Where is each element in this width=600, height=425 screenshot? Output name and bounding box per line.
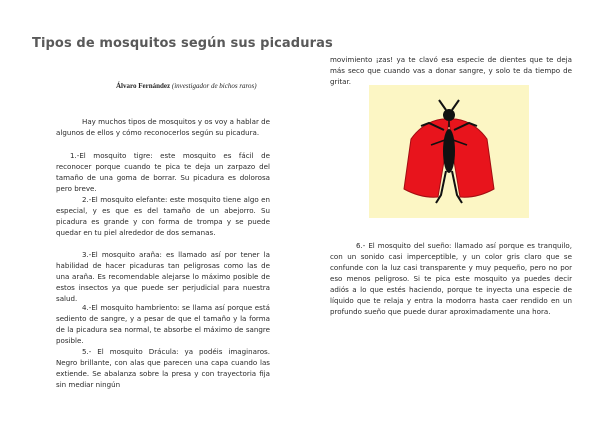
byline bbox=[116, 82, 276, 90]
paragraph-mosquito-dracula: 5.- El mosquito Drácula: ya podéis imaginaros. Negro brillante, con alas que parecen una capa cuando las extiende. Se abalanza sobre la presa y con trayectoria fija sin mediar ningún bbox=[56, 347, 270, 389]
paragraph-mosquito-elefante: 2.-El mosquito elefante: este mosquito tiene algo en especial, y es que es del tamaño de un abejorro. Su picadura es grande y con forma de trompa y se puede quedar en tu piel alrededor de dos semanas. bbox=[56, 195, 270, 237]
paragraph-mosquito-arana: 3.-El mosquito araña: es llamado así por tener la habilidad de hacer picaduras tan peligrosas como las de una araña. Es recomendable alejarse lo máximo posible de estos insectos ya que puede ser perjudicial para nuestra salud. bbox=[56, 250, 270, 303]
paragraph-mosquito-sueno: 6.- El mosquito del sueño: llamado así porque es tranquilo, con un sonido casi imperceptible, y un color gris claro que se confunde con la luz casi transparente y muy pequeño, pero no por eso menos peligroso. Si te pica este mosquito ya puedes decir adiós a lo que estés haciendo, porque te inyecta una especie de líquido que te relaja y entra la modorra hasta caer rendido en un profundo sueño que puede durar aproximadamente una hora. bbox=[330, 241, 572, 316]
dracula-mosquito-figure bbox=[369, 85, 529, 218]
paragraph-mosquito-dracula-continued: movimiento ¡zas! ya te clavó esa especie de dientes que te deja más seco que cuando vas a donar sangre, y solo te da tiempo de gritar. bbox=[330, 55, 572, 86]
author-role: (investigador de bichos raros) bbox=[171, 82, 257, 90]
dracula-mosquito-illustration-icon bbox=[369, 85, 529, 218]
page-title: Tipos de mosquitos según sus picaduras bbox=[32, 36, 333, 51]
intro-paragraph: Hay muchos tipos de mosquitos y os voy a hablar de algunos de ellos y cómo reconocerlos según su picadura. bbox=[56, 117, 270, 137]
paragraph-mosquito-tigre: 1.-El mosquito tigre: este mosquito es fácil de reconocer porque cuando te pica te deja un zarpazo del tamaño de una goma de borrar. Su picadura es dolorosa pero breve. bbox=[56, 151, 270, 193]
author-name: Álvaro Fernández bbox=[116, 82, 171, 90]
paragraph-mosquito-hambriento: 4.-El mosquito hambriento: se llama así porque está sediento de sangre, y a pesar de que el tamaño y la forma de la picadura sea normal, te absorbe el máximo de sangre posible. bbox=[56, 303, 270, 345]
